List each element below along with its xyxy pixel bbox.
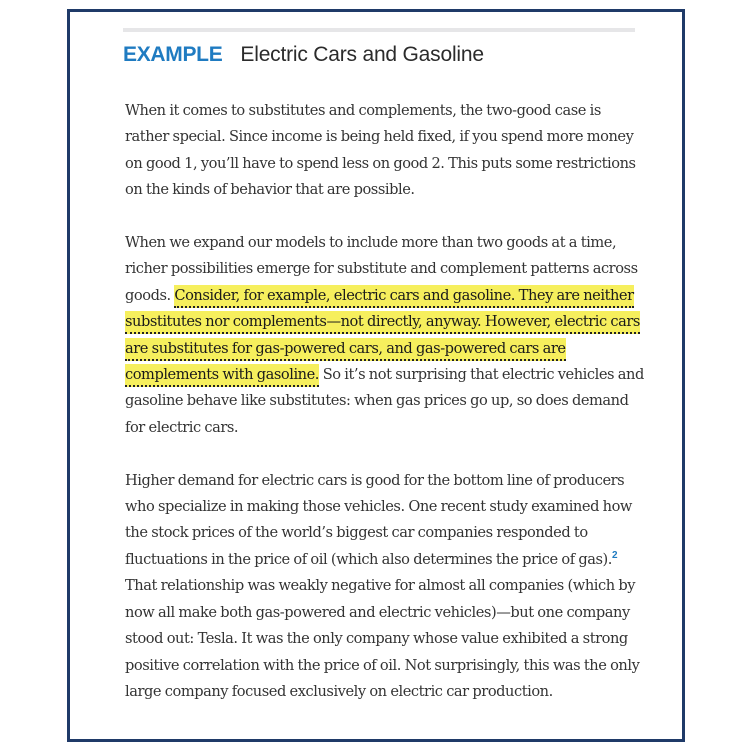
paragraph-text: Higher demand for electric cars is good for the bottom line of producers who specialize in making those vehicles. One recent study examined how the stock prices of the world’s biggest car companies responded to fluctuations in the price of oil (which also determines the price of gas). [125,471,632,568]
paragraph-text: That relationship was weakly negative for almost all companies (which by now all make both gas-powered and electric vehicles)—but one company stood out: Tesla. It was the only company whose value exhibited a strong positive correlation with the price of oil. Not surprisingly, this was the only large company focused exclusively on electric car production. [125,577,640,700]
paragraph-text: When it comes to substitutes and complements, the two-good case is rather special. Since income is being held fixed, if you spend more money on good 1, you’ll have to spend less on good 2. This puts some restrictions on the kinds of behavior that are possible. [125,102,636,199]
top-divider [123,28,635,32]
paragraph-3 [125,468,645,706]
highlighted-passage[interactable]: Consider, for example, electric cars and gasoline. They are neither substitutes nor complements—not directly, anyway. However, electric cars are substitutes for gas-powered cars, and gas-powered cars are complements with gasoline. [125,285,640,387]
paragraph-text: So it’s not surprising that electric vehicles and gasoline behave like substitutes: when gas prices go up, so does demand for electric cars. [125,366,644,436]
paragraph-1 [125,98,645,204]
paragraph-2 [125,230,645,441]
example-heading [123,42,484,68]
example-body [125,98,645,732]
example-title: Electric Cars and Gasoline [240,43,484,66]
footnote-reference[interactable]: 2 [611,549,618,561]
example-label: EXAMPLE [123,43,223,66]
paragraph-text: When we expand our models to include more than two goods at a time, richer possibilities emerge for substitute and complement patterns across goods. [125,234,638,304]
example-box [67,9,685,742]
